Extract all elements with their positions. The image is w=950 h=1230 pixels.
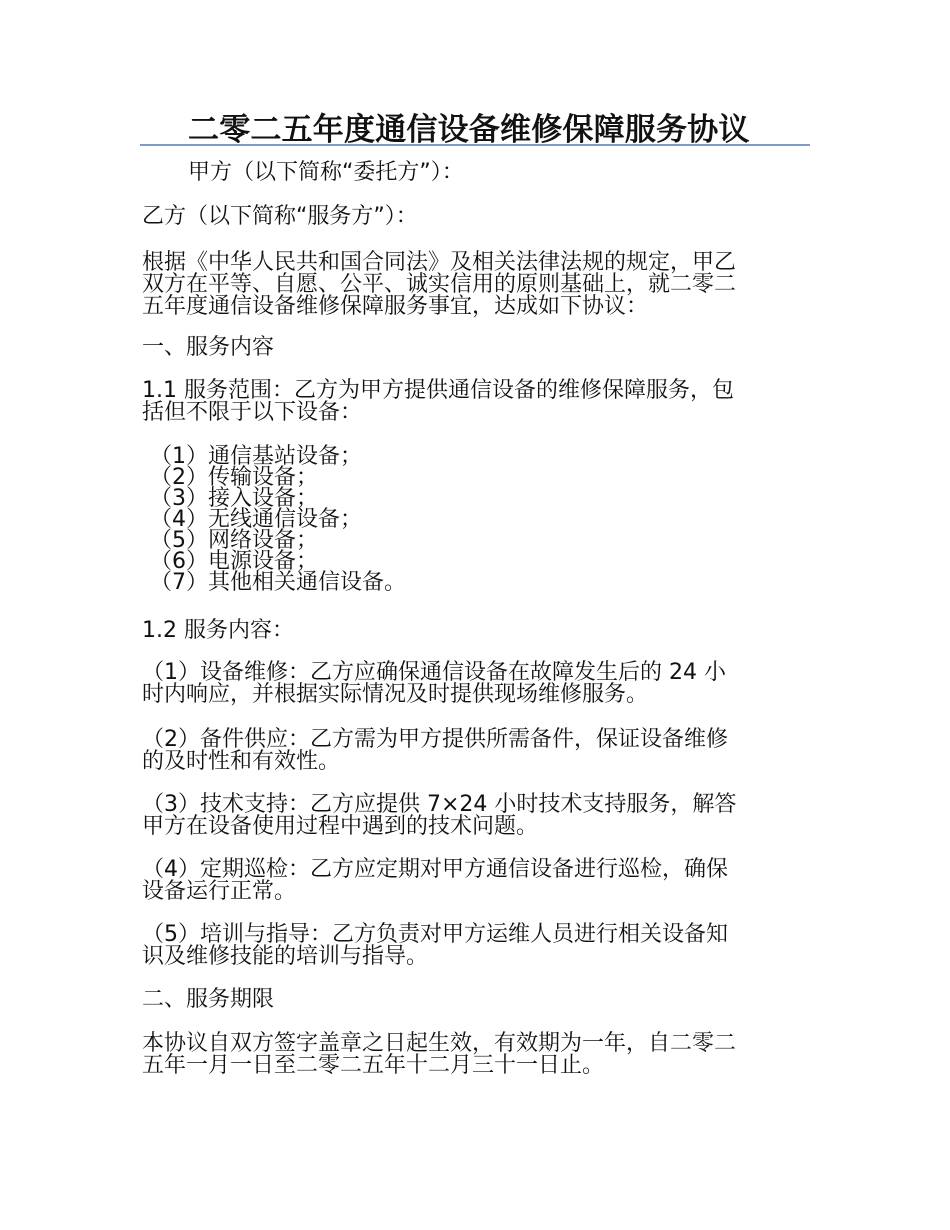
term-line: 本协议自双方签字盖章之日起生效，有效期为一年，自二零二: [142, 1031, 737, 1056]
list-item: （1）通信基站设备；: [150, 444, 362, 469]
scope-line: 括但不限于以下设备：: [142, 400, 363, 425]
scope-line: 1.1 服务范围：乙方为甲方提供通信设备的维修保障服务，包: [142, 378, 734, 403]
service-item-paragraph: [142, 924, 817, 968]
term-line: 五年一月一日至二零二五年十二月三十一日止。: [142, 1053, 605, 1078]
list-item: （5）网络设备；: [150, 528, 318, 553]
intro-line: 双方在平等、自愿、公平、诚实信用的原则基础上，就二零二: [142, 272, 737, 297]
service-content-heading: 1.2 服务内容：: [142, 618, 294, 643]
list-item: （7）其他相关通信设备。: [150, 570, 406, 595]
service-item-line: 识及维修技能的培训与指导。: [142, 944, 429, 969]
service-item-line: （3）技术支持：乙方应提供 7×24 小时技术支持服务，解答: [142, 792, 737, 817]
service-item-line: （4）定期巡检：乙方应定期对甲方通信设备进行巡检，确保: [142, 857, 728, 882]
section-1-heading: 一、服务内容: [142, 335, 275, 360]
list-item: （2）传输设备；: [150, 465, 318, 490]
service-item-line: （5）培训与指导：乙方负责对甲方运维人员进行相关设备知: [142, 922, 728, 947]
equipment-list: [150, 446, 406, 593]
list-item: （3）接入设备；: [150, 486, 318, 511]
service-item-line: （2）备件供应：乙方需为甲方提供所需备件，保证设备维修: [142, 727, 728, 752]
section-2-heading: 二、服务期限: [142, 987, 275, 1012]
intro-paragraph: [142, 252, 817, 318]
service-scope-paragraph: [142, 380, 817, 424]
intro-line: 根据《中华人民共和国合同法》及相关法律法规的规定，甲乙: [142, 250, 737, 275]
party-a-line: 甲方（以下简称“委托方”）：: [188, 160, 464, 185]
service-item-paragraph: [142, 794, 817, 838]
service-item-line: 设备运行正常。: [142, 879, 297, 904]
service-item-paragraph: [142, 729, 817, 773]
service-item-line: 时内响应，并根据实际情况及时提供现场维修服务。: [142, 682, 649, 707]
service-item-line: （1）设备维修：乙方应确保通信设备在故障发生后的 24 小: [142, 660, 726, 685]
service-item-line: 甲方在设备使用过程中遇到的技术问题。: [142, 814, 539, 839]
term-paragraph: [142, 1033, 817, 1077]
service-item-line: 的及时性和有效性。: [142, 749, 341, 774]
service-item-paragraph: [142, 662, 817, 706]
title-underline: [140, 100, 810, 146]
list-item: （4）无线通信设备；: [150, 507, 362, 532]
document-title: 二零二五年度通信设备维修保障服务协议: [188, 112, 750, 148]
service-item-paragraph: [142, 859, 817, 903]
party-b-line: 乙方（以下简称“服务方”）：: [142, 204, 418, 229]
intro-line: 五年度通信设备维修保障服务事宜，达成如下协议：: [142, 294, 649, 319]
list-item: （6）电源设备；: [150, 549, 318, 574]
